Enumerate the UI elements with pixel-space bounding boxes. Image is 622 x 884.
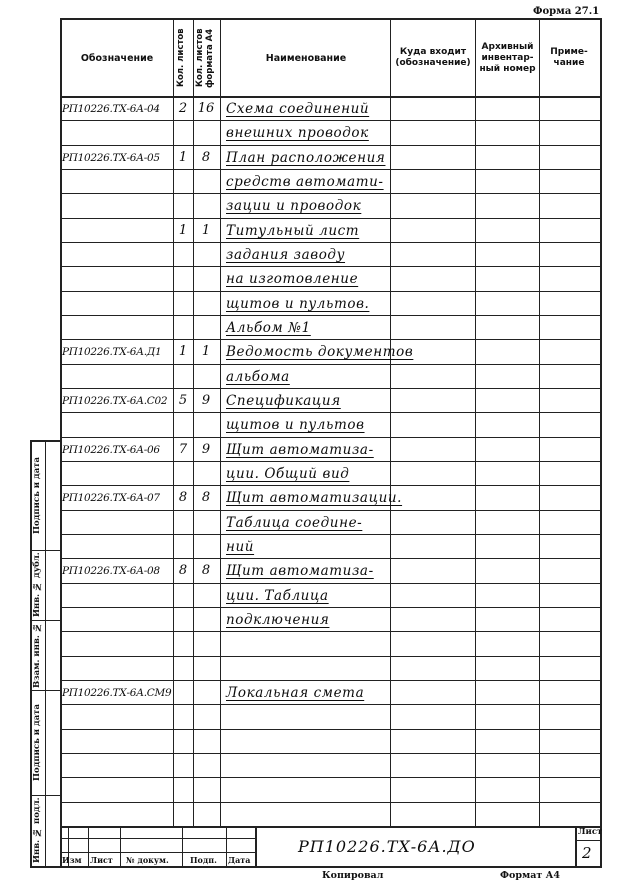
row-divider — [60, 583, 600, 584]
row-divider — [60, 437, 600, 438]
row-sheets: 2 — [178, 101, 188, 116]
header-archive-number: Архивный инвентар-ный номер — [479, 41, 536, 74]
row-designation: РП10226.ТХ-6А-08 — [62, 565, 160, 578]
row-divider — [60, 631, 600, 632]
row-sheets-a4: 8 — [201, 149, 211, 165]
row-sheets-a4: 16 — [197, 101, 215, 116]
document-code: РП10226.ТХ-6А.ДО — [298, 837, 476, 856]
row-name: ции. Таблица — [226, 587, 329, 604]
row-designation: РП10226.ТХ-6А-05 — [62, 151, 160, 164]
sheet-number: 2 — [582, 844, 592, 862]
side-label-sign-date: Подпись и дата — [32, 456, 42, 534]
header-note: Приме-чание — [550, 47, 588, 68]
header-sheets-a4: Кол. листов формата А4 — [195, 28, 215, 88]
row-divider — [60, 315, 600, 316]
side-label-sign-date-2: Подпись и дата — [32, 704, 42, 782]
footer-copied: Копировал — [322, 870, 384, 881]
row-sheets-a4: 1 — [201, 344, 211, 360]
row-name: внешних проводок — [226, 125, 369, 142]
row-sheets: 8 — [178, 490, 188, 506]
row-divider — [60, 339, 600, 340]
side-label-dup-inv: Инв. № дубл. — [32, 552, 42, 618]
row-name: Альбом №1 — [226, 320, 311, 336]
sheet-label: Лист — [578, 827, 603, 837]
row-name: Щит автоматизации. — [226, 490, 403, 507]
col-change: Изм — [62, 855, 82, 865]
header-designation: Обозначение — [80, 52, 154, 64]
row-divider — [60, 218, 600, 219]
row-designation: РП10226.ТХ-6А-04 — [62, 103, 160, 115]
col-doc-number: № докум. — [126, 855, 169, 865]
row-designation: РП10226.ТХ-6А.С02 — [62, 395, 168, 407]
row-designation: РП10226.ТХ-6А-06 — [62, 443, 160, 456]
row-sheets-a4: 8 — [201, 563, 211, 579]
row-divider — [60, 120, 600, 121]
row-sheets-a4: 9 — [201, 393, 211, 408]
row-name: Спецификация — [226, 393, 341, 409]
row-divider — [60, 412, 600, 413]
row-sheets-a4: 9 — [201, 441, 211, 457]
row-divider — [60, 558, 600, 559]
row-name: щитов и пультов. — [226, 295, 370, 312]
side-label-orig-inv: Инв. № подл. — [32, 797, 42, 864]
row-divider — [60, 534, 600, 535]
row-name: средств автомати- — [226, 174, 384, 190]
row-designation: РП10226.ТХ-6А.СМ9 — [62, 686, 172, 699]
row-designation: РП10226.ТХ-6А-07 — [62, 492, 160, 505]
row-name: ции. Общий вид — [226, 465, 350, 482]
side-label-replace-inv: Взам. инв. № — [32, 622, 42, 688]
form-label: Форма 27.1 — [533, 6, 600, 17]
header-name: Наименование — [265, 52, 347, 64]
row-name: щитов и пультов — [226, 417, 365, 434]
row-sheets-a4: 1 — [201, 222, 211, 238]
row-name: на изготовление — [226, 271, 359, 288]
row-name: План расположения — [226, 149, 386, 166]
row-name: Щит автоматиза- — [226, 563, 374, 580]
row-divider — [60, 364, 600, 365]
row-divider — [60, 510, 600, 511]
row-divider — [60, 388, 600, 389]
header-sheets: Кол. листов — [176, 28, 186, 88]
header-where-used: Куда входит (обозначение) — [395, 47, 471, 68]
row-name: альбома — [226, 368, 290, 385]
footer-format: Формат А4 — [500, 870, 560, 881]
row-divider — [60, 656, 600, 657]
row-divider — [60, 242, 600, 243]
row-divider — [60, 729, 600, 730]
row-sheets: 1 — [178, 149, 188, 165]
row-name: задания заводу — [226, 247, 346, 263]
row-name: Локальная смета — [226, 684, 365, 701]
row-name: Ведомость документов — [226, 344, 414, 361]
col-date: Дата — [228, 855, 251, 865]
row-divider — [60, 777, 600, 778]
row-sheets: 7 — [178, 441, 188, 457]
row-divider — [60, 680, 600, 681]
row-divider — [60, 753, 600, 754]
row-name: зации и проводок — [226, 198, 362, 215]
row-designation: РП10226.ТХ-6А.Д1 — [62, 346, 162, 359]
row-name: Титульный лист — [226, 222, 360, 239]
row-divider — [60, 485, 600, 486]
row-divider — [60, 802, 600, 803]
row-sheets: 1 — [178, 222, 188, 238]
row-sheets: 5 — [178, 393, 188, 408]
col-sheet: Лист — [90, 855, 113, 865]
col-signature: Подп. — [190, 855, 217, 865]
row-name: Щит автоматиза- — [226, 441, 374, 458]
row-sheets-a4: 8 — [201, 490, 211, 506]
row-name: ний — [226, 538, 255, 555]
row-divider — [60, 193, 600, 194]
row-divider — [60, 704, 600, 705]
row-name: Таблица соедине- — [226, 514, 363, 531]
row-name: подключения — [226, 611, 330, 628]
row-divider — [60, 607, 600, 608]
row-divider — [60, 169, 600, 170]
row-divider — [60, 266, 600, 267]
row-sheets: 8 — [178, 563, 188, 579]
row-name: Схема соединений — [226, 101, 370, 117]
row-sheets: 1 — [178, 344, 188, 360]
row-divider — [60, 145, 600, 146]
row-divider — [60, 461, 600, 462]
row-divider — [60, 291, 600, 292]
